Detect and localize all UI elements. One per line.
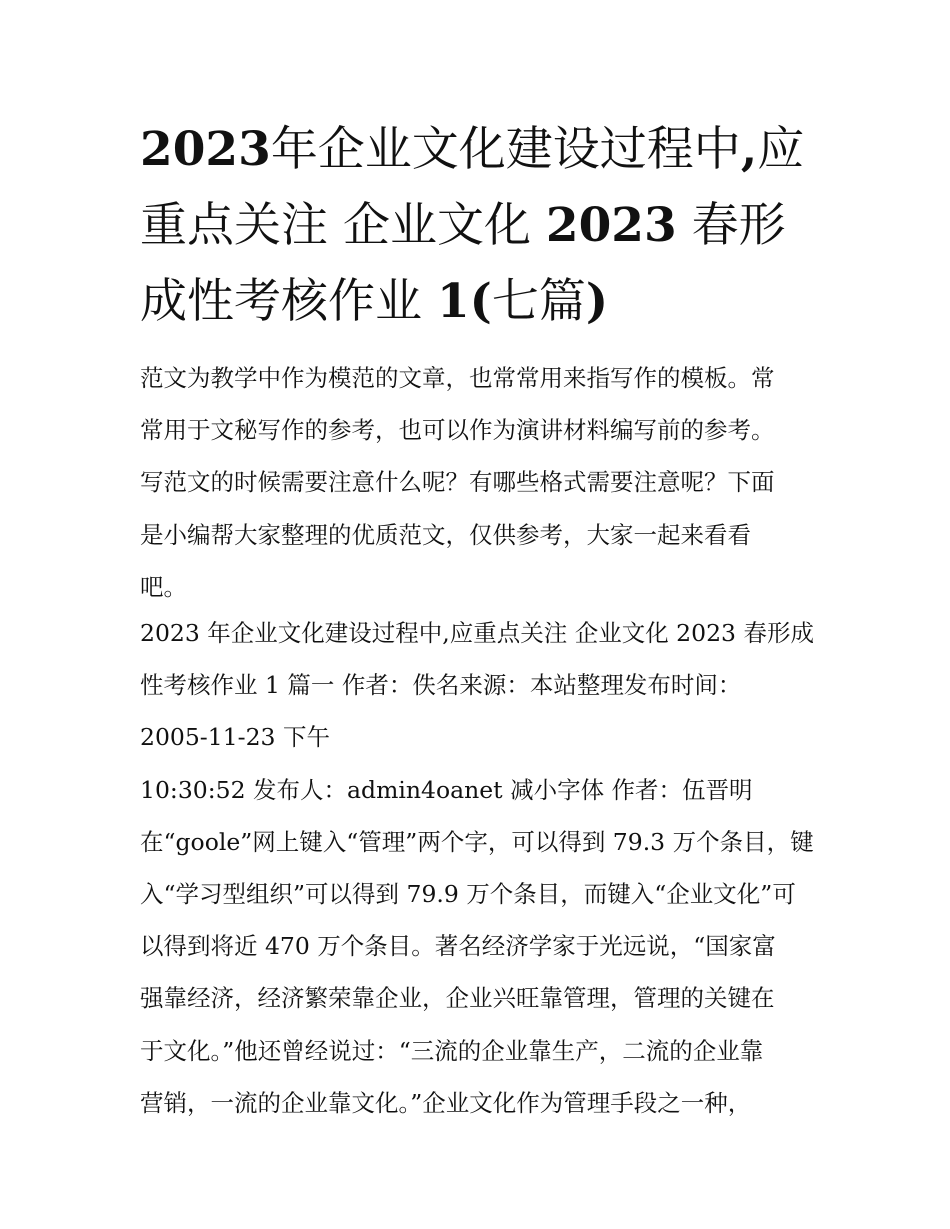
title-text: 春形 — [691, 198, 786, 253]
paragraph-line: 是小编帮大家整理的优质范文，仅供参考，大家一起来看看 — [140, 520, 751, 549]
paragraph-line: 性考核作业 1 篇一 作者：佚名来源：本站整理发布时间： — [140, 671, 742, 700]
title-text: 七篇 — [491, 274, 586, 329]
title-text: 应 — [757, 122, 805, 177]
document-title — [140, 112, 820, 340]
title-line — [140, 188, 820, 264]
intro-paragraph — [140, 352, 820, 613]
article-paragraph — [140, 607, 820, 1129]
paragraph-line: 于文化。”他还曾经说过：“三流的企业靠生产，二流的企业靠 — [140, 1036, 764, 1065]
title-number: 1( — [436, 274, 492, 329]
paragraph-line: 常用于文秘写作的参考，也可以作为演讲材料编写前的参考。 — [140, 416, 775, 445]
title-text: 重点关注 企业文化 — [140, 198, 531, 253]
title-line — [140, 264, 820, 340]
paragraph-line: 入“学习型组织”可以得到 79.9 万个条目，而键入“企业文化”可 — [140, 879, 796, 908]
paragraph-line: 吧。 — [140, 572, 187, 601]
paragraph-line: 10:30:52 发布人：admin4oanet 减小字体 作者：伍晋明 — [140, 775, 753, 804]
paragraph-line: 营销，一流的企业靠文化。”企业文化作为管理手段之一种， — [140, 1088, 752, 1117]
title-paren: ) — [585, 274, 609, 329]
title-text: 年企业文化建设过程中 — [270, 122, 741, 177]
title-year: 2023 — [140, 122, 271, 177]
title-comma: , — [740, 122, 758, 177]
paragraph-line: 写范文的时候需要注意什么呢？有哪些格式需要注意呢？下面 — [140, 468, 775, 497]
paragraph-line: 在“goole”网上键入“管理”两个字，可以得到 79.3 万个条目，键 — [140, 827, 814, 856]
title-line — [140, 112, 820, 188]
paragraph-line: 以得到将近 470 万个条目。著名经济学家于光远说，“国家富 — [140, 932, 776, 961]
title-year: 2023 — [545, 198, 677, 253]
paragraph-line: 强靠经济，经济繁荣靠企业，企业兴旺靠管理，管理的关键在 — [140, 984, 775, 1013]
title-text: 成性考核作业 — [140, 274, 422, 329]
paragraph-line: 范文为教学中作为模范的文章，也常常用来指写作的模板。常 — [140, 364, 775, 392]
paragraph-line: 2005-11-23 下午 — [140, 723, 330, 752]
paragraph-line: 2023 年企业文化建设过程中,应重点关注 企业文化 2023 春形成 — [140, 619, 814, 647]
